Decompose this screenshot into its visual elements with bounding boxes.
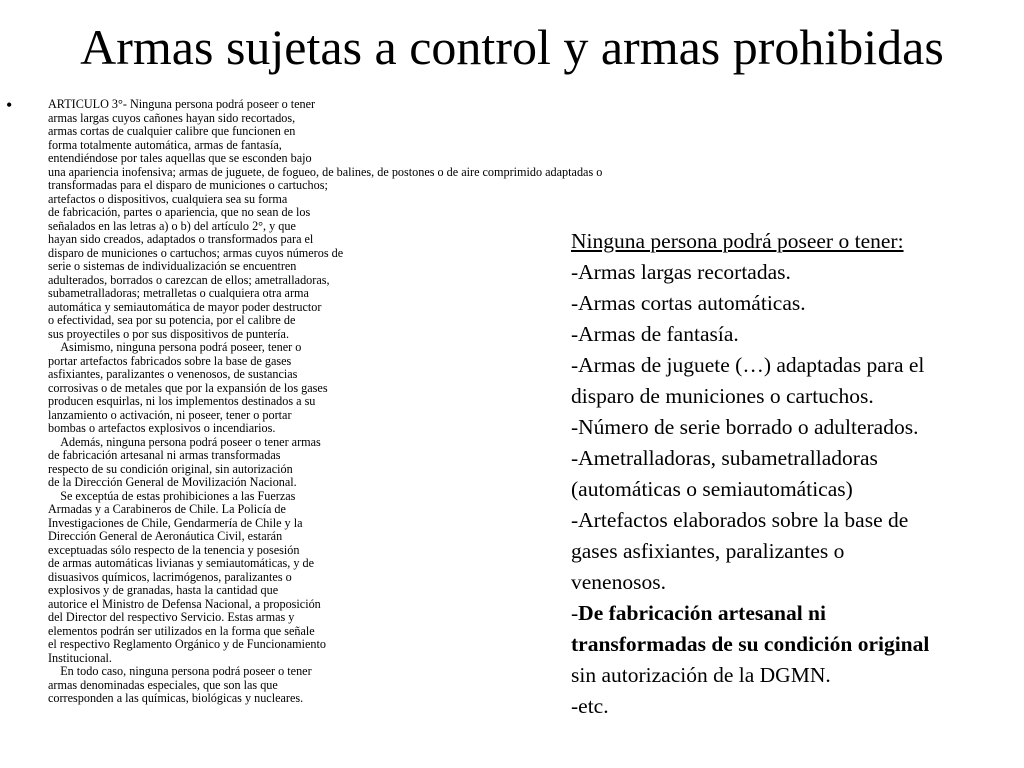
article-line: autorice el Ministro de Defensa Nacional, a proposición bbox=[48, 596, 321, 611]
summary-bold-text: De fabricación artesanal ni bbox=[578, 601, 826, 625]
article-line: lanzamiento o activación, ni poseer, tener o portar bbox=[48, 407, 292, 422]
summary-line: -Ametralladoras, subametralladoras bbox=[571, 446, 878, 470]
article-line: Dirección General de Aeronáutica Civil, estarán bbox=[48, 529, 283, 543]
summary-line: disparo de municiones o cartuchos. bbox=[571, 384, 874, 408]
bullet-marker: • bbox=[6, 95, 13, 115]
article-line: automática y semiautomática de mayor poder destructor bbox=[48, 299, 322, 314]
summary-item-prefix: - bbox=[571, 601, 579, 625]
article-line: sus proyectiles o por sus dispositivos de puntería. bbox=[48, 326, 290, 341]
article-line: Asimismo, ninguna persona podrá poseer, tener o bbox=[48, 340, 302, 354]
article-line: armas cortas de cualquier calibre que funcionen en bbox=[48, 124, 296, 138]
summary-line: venenosos. bbox=[571, 570, 666, 594]
article-line: o efectividad, sea por su potencia, por el calibre de bbox=[48, 313, 296, 327]
article-line: hayan sido creados, adaptados o transformados para el bbox=[48, 232, 314, 246]
article-line: entendiéndose por tales aquellas que se esconden bajo bbox=[48, 151, 312, 165]
article-line: ARTICULO 3°- Ninguna persona podrá poseer o tener bbox=[48, 97, 316, 111]
article-line: una apariencia inofensiva; armas de juguete, de fogueo, de balines, de postones o de aire comprimido adaptadas o bbox=[48, 164, 603, 179]
article-line: disparo de municiones o cartuchos; armas cuyos números de bbox=[48, 245, 344, 260]
summary-line: -Número de serie borrado o adulterados. bbox=[571, 415, 919, 439]
summary-line: (automáticas o semiautomáticas) bbox=[571, 477, 853, 501]
article-line: serie o sistemas de individualización se encuentren bbox=[48, 259, 297, 273]
summary-panel bbox=[571, 226, 1011, 722]
summary-line: -Armas de fantasía. bbox=[571, 322, 739, 346]
summary-heading: Ninguna persona podrá poseer o tener: bbox=[571, 229, 904, 253]
article-line: asfixiantes, paralizantes o venenosos, de sustancias bbox=[48, 367, 298, 381]
article-line: subametralladoras; metralletas o cualquiera otra arma bbox=[48, 286, 309, 300]
summary-line: sin autorización de la DGMN. bbox=[571, 663, 831, 687]
article-line: elementos podrán ser utilizados en la forma que señale bbox=[48, 623, 315, 638]
article-line: artefactos o dispositivos, cualquiera sea su forma bbox=[48, 191, 288, 206]
article-line: señalados en las letras a) o b) del artículo 2°, y que bbox=[48, 218, 296, 233]
slide-title: Armas sujetas a control y armas prohibidas bbox=[80, 19, 944, 75]
article-line: del Director del respectivo Servicio. Estas armas y bbox=[48, 610, 295, 624]
article-line: En todo caso, ninguna persona podrá poseer o tener bbox=[48, 664, 312, 678]
summary-line: -Armas cortas automáticas. bbox=[571, 291, 806, 315]
article-line: adulterados, borrados o carezcan de ellos; ametralladoras, bbox=[48, 272, 330, 287]
article-line: exceptuadas sólo respecto de la tenencia y posesión bbox=[48, 542, 300, 557]
article-line: Además, ninguna persona podrá poseer o tener armas bbox=[48, 434, 321, 449]
summary-line: -Armas largas recortadas. bbox=[571, 260, 791, 284]
article-line: Investigaciones de Chile, Gendarmería de Chile y la bbox=[48, 515, 303, 530]
article-line: transformadas para el disparo de municiones o cartuchos; bbox=[48, 178, 328, 192]
summary-item-artesanal bbox=[571, 598, 1011, 629]
article-line: producen esquirlas, ni los implementos destinados a su bbox=[48, 394, 316, 408]
article-line: respecto de su condición original, sin autorización bbox=[48, 461, 293, 476]
article-line: Se exceptúa de estas prohibiciones a las Fuerzas bbox=[48, 488, 296, 503]
article-line: disuasivos químicos, lacrimógenos, paralizantes o bbox=[48, 569, 292, 584]
article-line: forma totalmente automática, armas de fantasía, bbox=[48, 137, 282, 152]
article-line: de fabricación artesanal ni armas transformadas bbox=[48, 448, 281, 462]
article-line: de la Dirección General de Movilización Nacional. bbox=[48, 475, 297, 489]
article-line: Institucional. bbox=[48, 650, 112, 665]
summary-line: gases asfixiantes, paralizantes o bbox=[571, 539, 845, 563]
summary-line: -Armas de juguete (…) adaptadas para el bbox=[571, 353, 925, 377]
article-line: el respectivo Reglamento Orgánico y de Funcionamiento bbox=[48, 637, 326, 651]
article-line: de fabricación, partes o apariencia, que no sean de los bbox=[48, 205, 311, 219]
article-line: corrosivas o de metales que por la expansión de los gases bbox=[48, 380, 328, 395]
summary-line: -Artefactos elaborados sobre la base de bbox=[571, 508, 909, 532]
article-line: armas denominadas especiales, que son las que bbox=[48, 677, 278, 692]
summary-list bbox=[571, 257, 1011, 598]
article-line: Armadas y a Carabineros de Chile. La Policía de bbox=[48, 502, 286, 516]
summary-bold-text: transformadas de su condición original bbox=[571, 632, 930, 656]
article-line: de armas automáticas livianas y semiautomáticas, y de bbox=[48, 556, 315, 570]
summary-item-etc: -etc. bbox=[571, 694, 609, 718]
article-line: corresponden a las químicas, biológicas y nucleares. bbox=[48, 691, 304, 705]
article-line: explosivos y de granadas, hasta la cantidad que bbox=[48, 583, 279, 597]
article-line: armas largas cuyos cañones hayan sido recortados, bbox=[48, 110, 296, 125]
article-line: bombas o artefactos explosivos o incendiarios. bbox=[48, 421, 276, 435]
article-line: portar artefactos fabricados sobre la base de gases bbox=[48, 353, 292, 368]
